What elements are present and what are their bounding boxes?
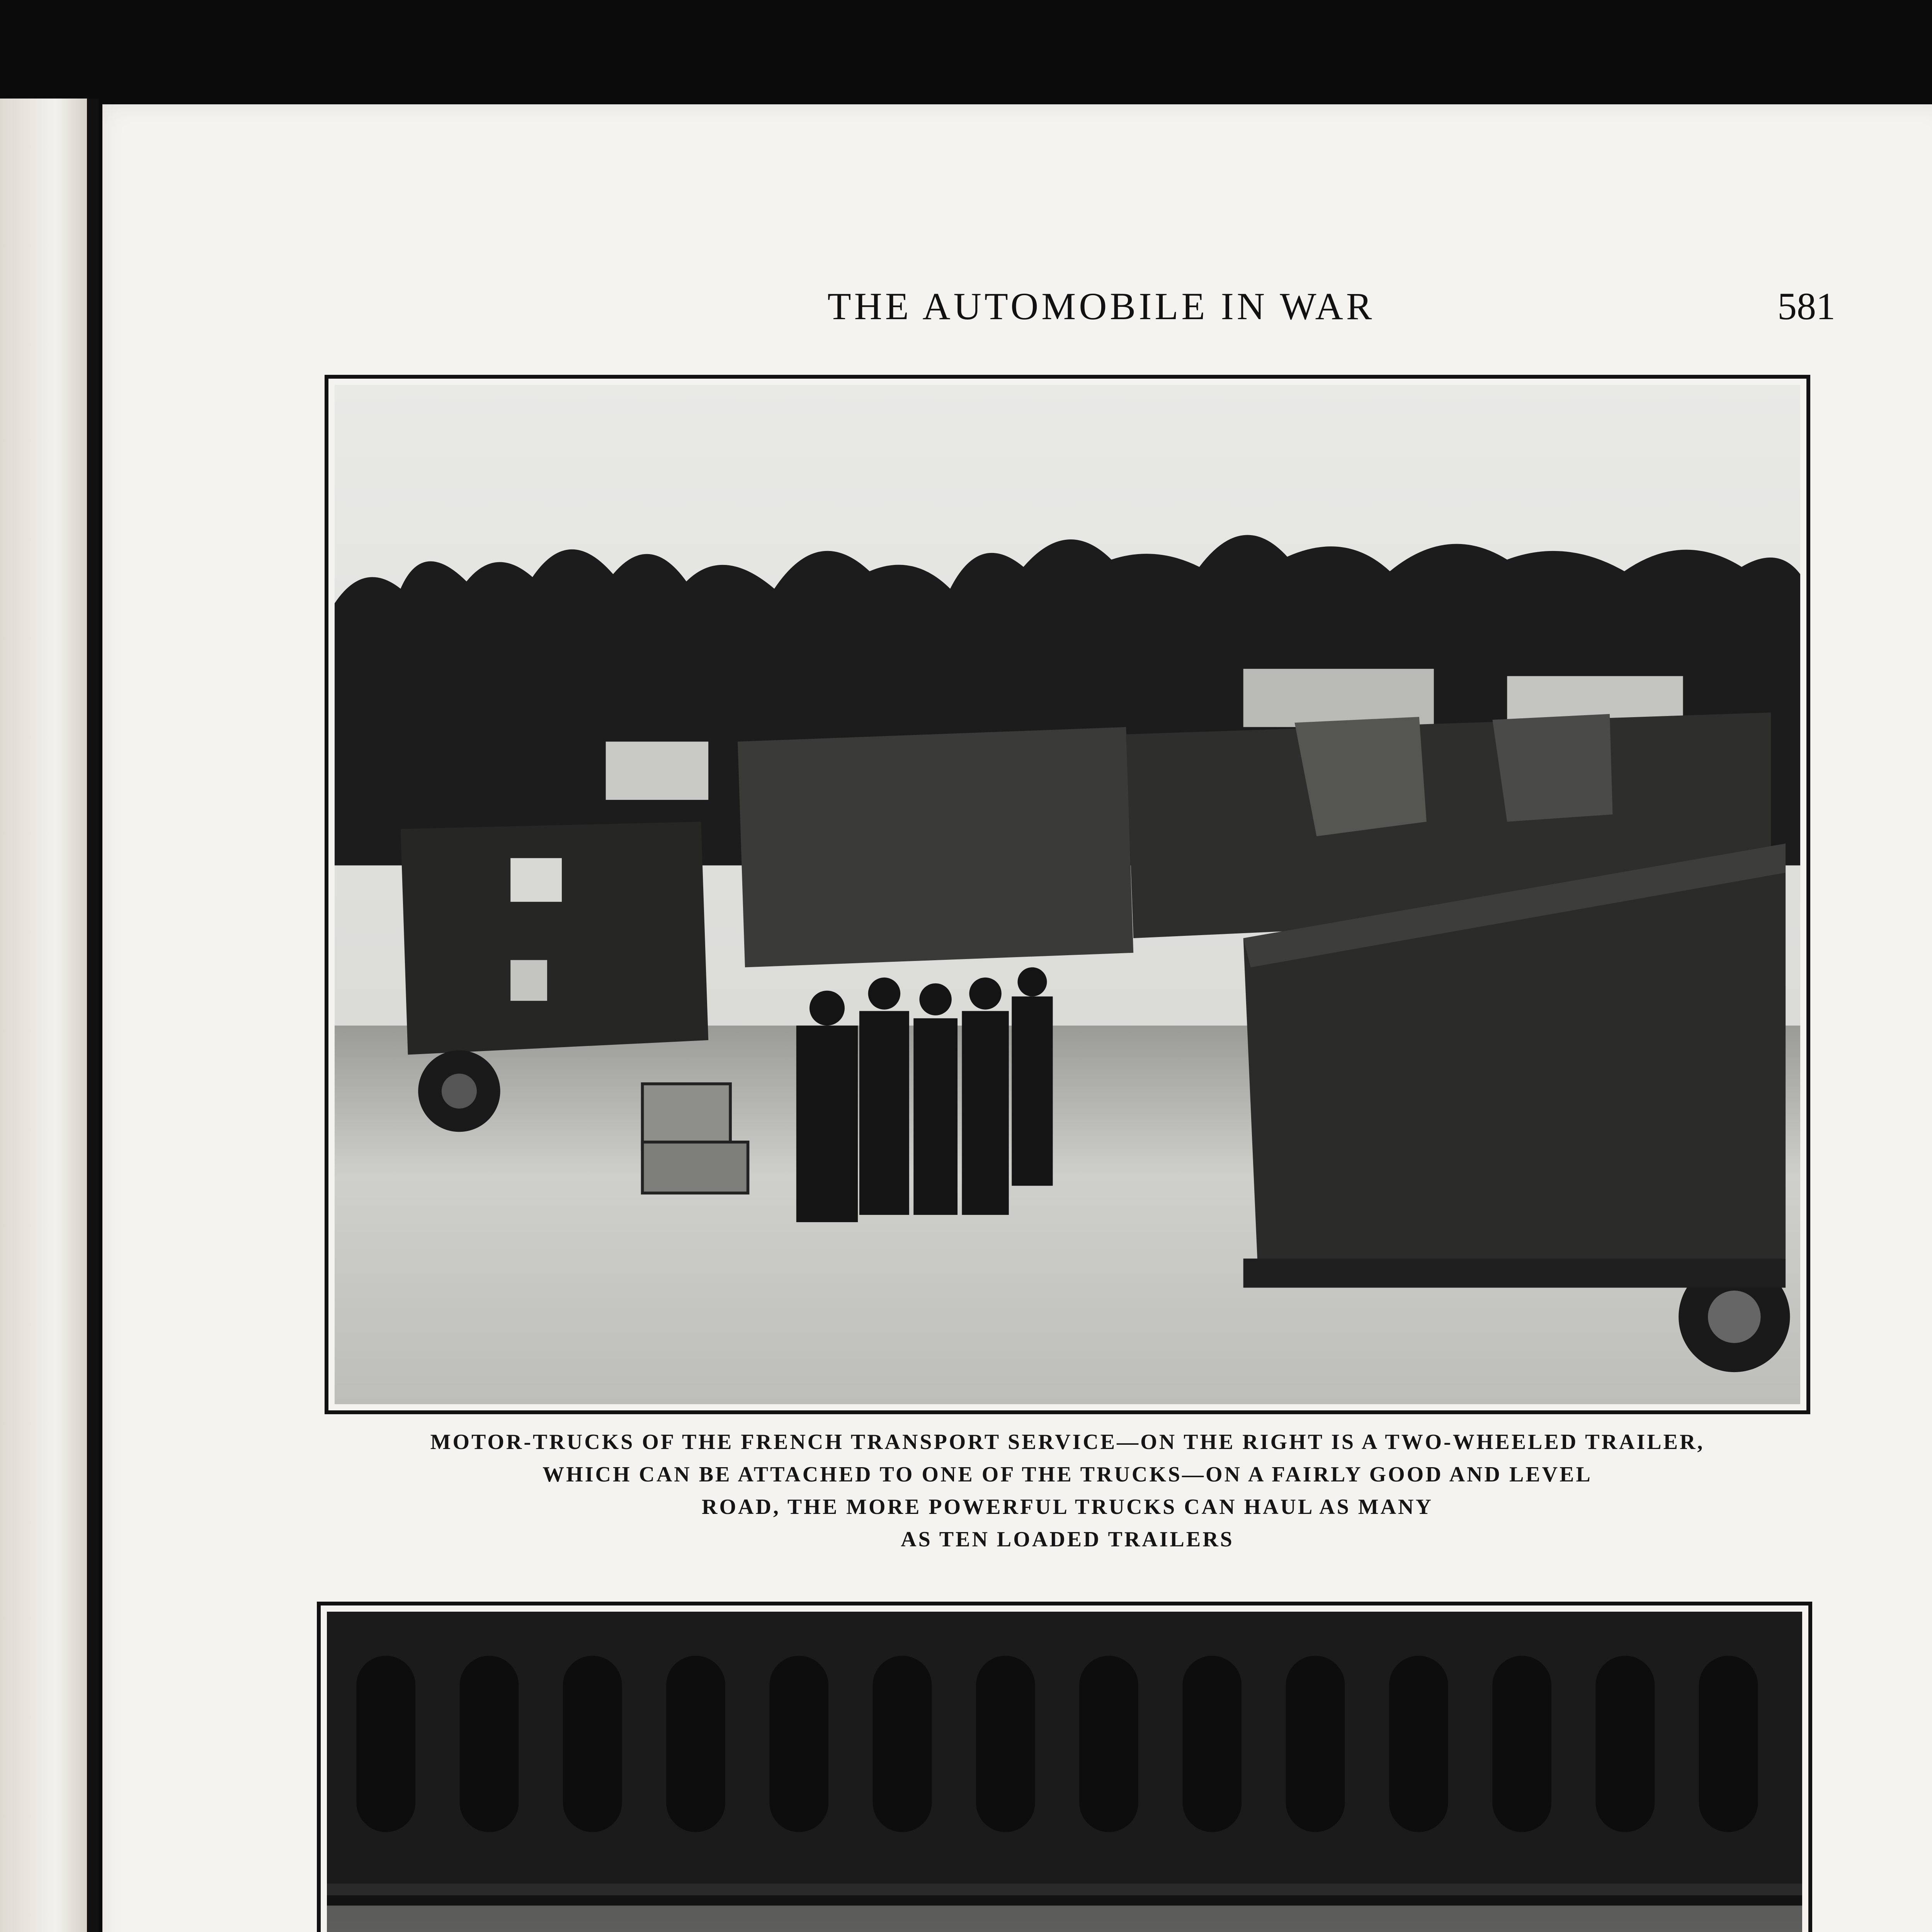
caption-motor-trucks [247,1426,1888,1556]
caption-line: ROAD, THE MORE POWERFUL TRUCKS CAN HAUL AS MANY [702,1495,1433,1519]
motor-ambulances-photo-image [327,1612,1802,1932]
caption-line: WHICH CAN BE ATTACHED TO ONE OF THE TRUCKS—ON A FAIRLY GOOD AND LEVEL [543,1463,1592,1486]
running-head: THE AUTOMOBILE IN WAR [827,285,1375,328]
left-page-edge [0,99,93,1932]
page-number: 581 [1777,285,1835,328]
photo-motor-ambulances [317,1602,1812,1932]
photo-motor-trucks [325,375,1810,1414]
caption-line: MOTOR-TRUCKS OF THE FRENCH TRANSPORT SERVICE—ON THE RIGHT IS A TWO-WHEELED TRAILER, [430,1430,1705,1454]
motor-trucks-photo-image [335,385,1800,1404]
caption-line: AS TEN LOADED TRAILERS [901,1527,1234,1551]
page-gutter [87,99,99,1932]
